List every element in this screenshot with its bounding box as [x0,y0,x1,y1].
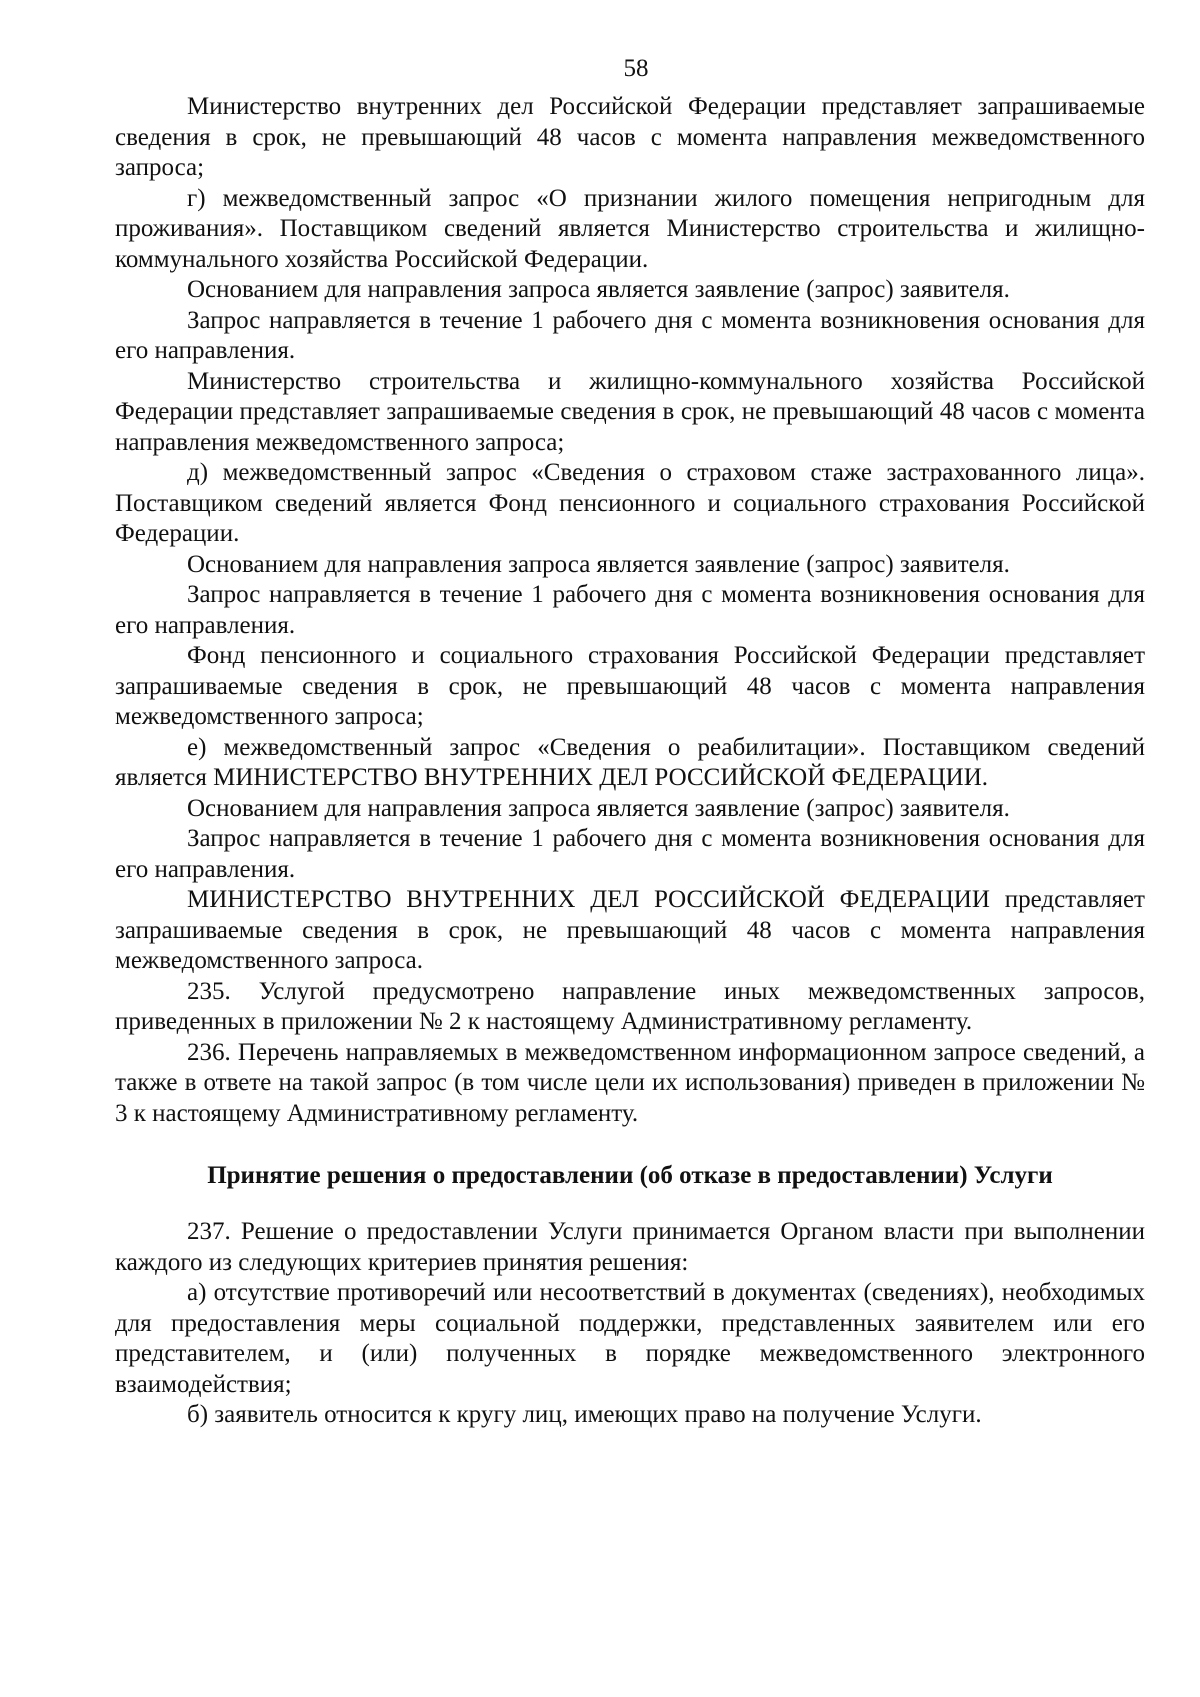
paragraph: 236. Перечень направляемых в межведомственном информационном запросе сведений, а также в ответе на такой запрос (в том числе цели их использования) приведен в приложении № 3 к настоящему Административному регламенту. [115,1038,1145,1127]
paragraph: Фонд пенсионного и социального страхования Российской Федерации представляет запрашиваемые сведения в срок, не превышающий 48 часов с момента направления межведомственного запроса; [115,642,1145,730]
paragraph: Запрос направляется в течение 1 рабочего дня с момента возникновения основания для его направления. [115,825,1145,883]
paragraph: б) заявитель относится к кругу лиц, имеющих право на получение Услуги. [187,1401,982,1428]
paragraph: Министерство внутренних дел Российской Федерации представляет запрашиваемые сведения в срок, не превышающий 48 часов с момента направления межведомственного запроса; [115,93,1145,181]
paragraph: Основанием для направления запроса является заявление (запрос) заявителя. [187,276,1010,303]
page-number: 58 [623,55,649,82]
paragraph: 235. Услугой предусмотрено направление иных межведомственных запросов, приведенных в приложении № 2 к настоящему Административному регламенту. [115,977,1145,1035]
paragraph: а) отсутствие противоречий или несоответствий в документах (сведениях), необходимых для предоставления меры социальной поддержки, представленных заявителем или его представителем, и (или) полученных в порядке межведомственного электронного взаимодействия; [115,1279,1145,1398]
paragraph: Основанием для направления запроса является заявление (запрос) заявителя. [187,794,1010,822]
section-heading: Принятие решения о предоставлении (об отказе в предоставлении) Услуги [207,1162,1053,1189]
paragraph: д) межведомственный запрос «Сведения о страховом стаже застрахованного лица». Поставщиком сведений является Фонд пенсионного и социального страхования Российской Федерации. [115,459,1145,547]
paragraph: г) межведомственный запрос «О признании жилого помещения непригодным для проживания». Поставщиком сведений является Министерство строительства и жилищно-коммунального хозяйства Российской Федерации. [115,184,1145,273]
paragraph: Запрос направляется в течение 1 рабочего дня с момента возникновения основания для его направления. [115,306,1145,364]
document-body [115,92,1145,1431]
paragraph: МИНИСТЕРСТВО ВНУТРЕННИХ ДЕЛ РОССИЙСКОЙ ФЕДЕРАЦИИ представляет запрашиваемые сведения в срок, не превышающий 48 часов с момента направления межведомственного запроса. [115,886,1145,974]
paragraph: 237. Решение о предоставлении Услуги принимается Органом власти при выполнении каждого из следующих критериев принятия решения: [115,1218,1145,1276]
paragraph: е) межведомственный запрос «Сведения о реабилитации». Поставщиком сведений является МИНИСТЕРСТВО ВНУТРЕННИХ ДЕЛ РОССИЙСКОЙ ФЕДЕРАЦИИ. [115,733,1145,791]
paragraph: Министерство строительства и жилищно-коммунального хозяйства Российской Федерации представляет запрашиваемые сведения в срок, не превышающий 48 часов с момента направления межведомственного запроса; [115,367,1145,456]
paragraph: Запрос направляется в течение 1 рабочего дня с момента возникновения основания для его направления. [115,581,1145,639]
paragraph: Основанием для направления запроса является заявление (запрос) заявителя. [187,550,1010,578]
